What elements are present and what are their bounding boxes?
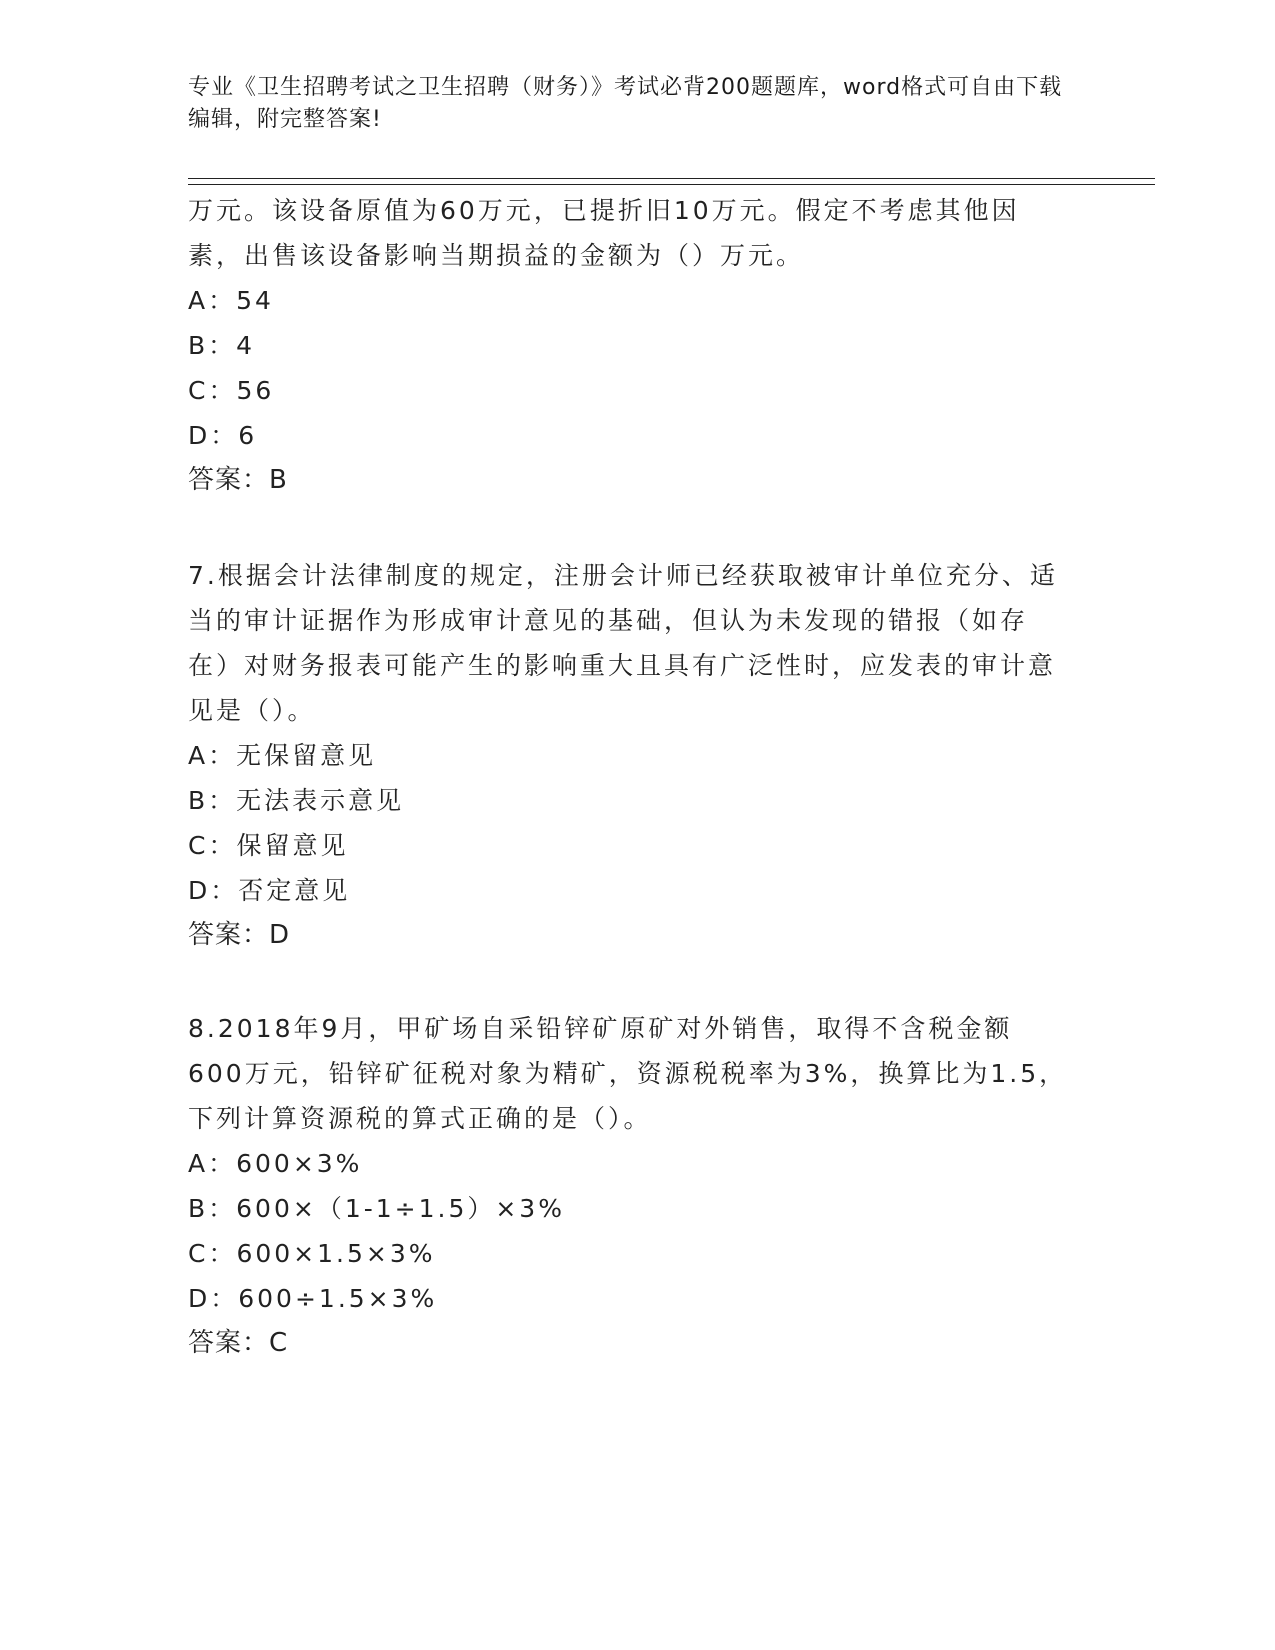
option-b: B：无法表示意见 [188, 786, 405, 815]
option-d: D：否定意见 [188, 876, 351, 905]
option-b: B：600×（1-1÷1.5）×3% [188, 1194, 565, 1223]
question-stem: 万元。该设备原值为60万元，已提折旧10万元。假定不考虑其他因素，出售该设备影响当期损益的金额为（）万元。 [188, 196, 1020, 270]
document-header: 专业《卫生招聘考试之卫生招聘（财务）》考试必背200题题库，word格式可自由下载编辑，附完整答案! [188, 75, 1063, 132]
answer: 答案：D [188, 920, 291, 950]
answer: 答案：B [188, 465, 288, 495]
option-c: C：56 [188, 376, 275, 405]
option-d: D：6 [188, 421, 258, 450]
option-a: A：54 [188, 286, 274, 315]
question-stem: 7.根据会计法律制度的规定，注册会计师已经获取被审计单位充分、适当的审计证据作为形成审计意见的基础，但认为未发现的错报（如存在）对财务报表可能产生的影响重大且具有广泛性时，应发表的审计意见是（）。 [188, 561, 1058, 725]
option-a: A：600×3% [188, 1149, 363, 1178]
question-7 [188, 553, 1068, 958]
option-c: C：600×1.5×3% [188, 1239, 436, 1268]
option-c: C：保留意见 [188, 831, 349, 860]
question-stem: 8.2018年9月，甲矿场自采铅锌矿原矿对外销售，取得不含税金额600万元，铅锌矿征税对象为精矿，资源税税率为3%，换算比为1.5，下列计算资源税的算式正确的是（）。 [188, 1014, 1068, 1133]
option-b: B：4 [188, 331, 256, 360]
question-6-continued [188, 188, 1068, 503]
option-a: A：无保留意见 [188, 741, 377, 770]
header-divider-top [188, 178, 1155, 179]
answer: 答案：C [188, 1328, 289, 1358]
option-d: D：600÷1.5×3% [188, 1284, 438, 1313]
header-divider-bottom [188, 184, 1155, 185]
question-8 [188, 1006, 1068, 1366]
